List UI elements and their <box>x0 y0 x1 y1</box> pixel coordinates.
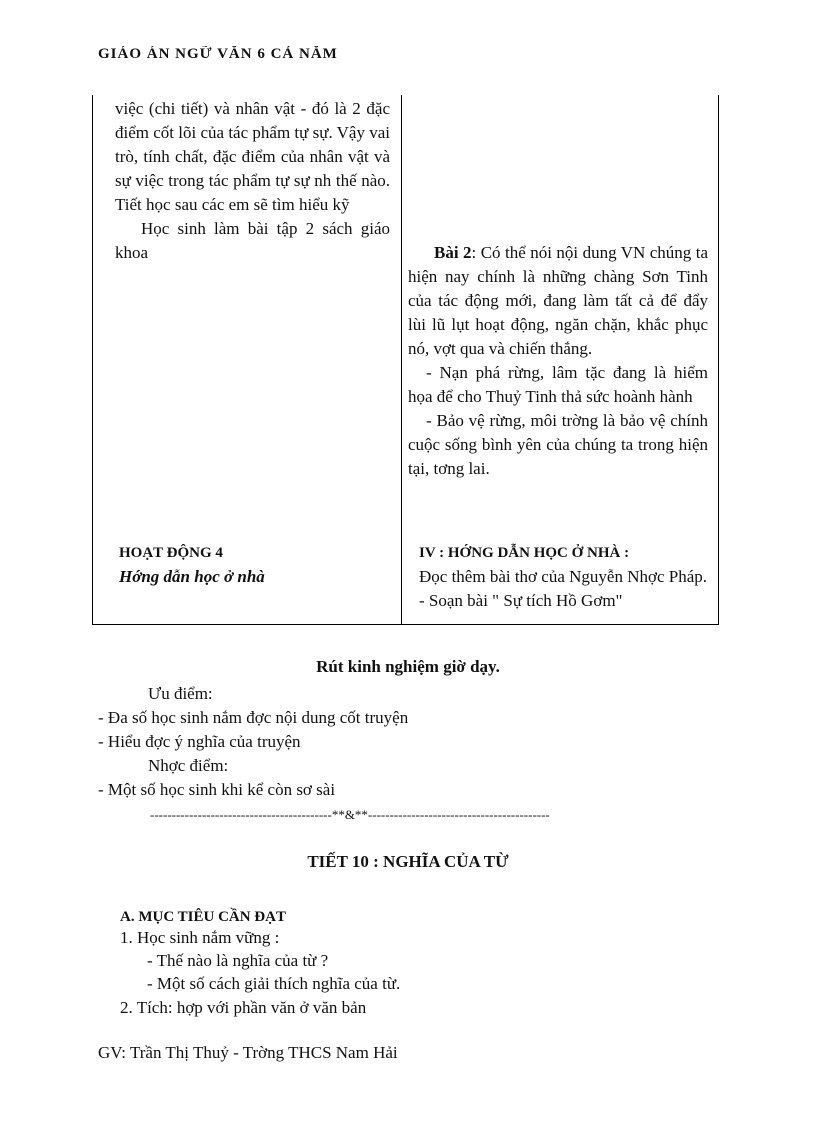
activity-4-block <box>119 541 265 589</box>
review-title: Rút kinh nghiệm giờ dạy. <box>316 657 500 676</box>
activity-4-subtitle: Hớng dẫn học ở nhà <box>119 567 265 586</box>
table-column-divider <box>401 95 402 624</box>
page-header: GIÁO ÁN NGỮ VĂN 6 CẢ NĂM <box>98 46 338 62</box>
pros-label: Ưu điểm: <box>148 684 213 703</box>
objective-1: 1. Học sinh nắm vững : <box>120 928 280 947</box>
objective-2: 2. Tích: hợp với phần văn ở văn bản <box>120 998 367 1017</box>
page-footer: GV: Trần Thị Thuỷ - Trờng THCS Nam Hải <box>98 1043 398 1062</box>
exercise-2-text: : Có thể nói nội dung VN chúng ta hiện nay chính là những chàng Sơn Tinh của tác động mới, đang làm tất cả để đẩy lùi lũ lụt hoạt động, ngăn chặn, khắc phục nó, vợt qua và chiến thắng. <box>408 243 709 358</box>
homework-item-2: - Soạn bài " Sự tích Hồ Gơm" <box>419 591 623 610</box>
table-right-column <box>408 241 708 481</box>
exercise-2-label: Bài 2 <box>434 243 472 262</box>
exercise-2-point-2: - Bảo vệ rừng, môi trờng là bảo vệ chính cuộc sống bình yên của chúng ta trong hiện tại, tơng lai. <box>408 411 708 478</box>
activity-4-title: HOẠT ĐỘNG 4 <box>119 545 223 561</box>
cons-label: Nhợc điểm: <box>148 756 229 775</box>
pros-item-2: - Hiểu đợc ý nghĩa của truyện <box>98 732 301 751</box>
homework-title: IV : HỚNG DẪN HỌC Ở NHÀ : <box>419 545 630 561</box>
objective-1-sub-1: - Thế nào là nghĩa của từ ? <box>147 951 329 970</box>
left-paragraph-1: việc (chi tiết) và nhân vật - đó là 2 đặc điểm cốt lõi của tác phẩm tự sự. Vậy vai trò, tính chất, đặc điểm của nhân vật và sự việc trong tác phẩm tự sự nh thế nào. Tiết học sau các em sẽ tìm hiểu kỹ <box>115 99 390 214</box>
homework-block <box>411 541 711 613</box>
objective-1-sub-2: - Một số cách giải thích nghĩa của từ. <box>147 974 401 993</box>
objectives-heading: A. MỤC TIÊU CẦN ĐẠT <box>120 909 286 925</box>
exercise-2-paragraph <box>408 241 708 361</box>
exercise-2-point-1: - Nạn phá rừng, lâm tặc đang là hiểm họa để cho Thuỷ Tinh thả sức hoành hành <box>408 363 708 406</box>
pros-item-1: - Đa số học sinh nắm đợc nội dung cốt truyện <box>98 708 409 727</box>
homework-item-1: Đọc thêm bài thơ của Nguyễn Nhợc Pháp. <box>419 567 708 586</box>
cons-item-1: - Một số học sinh khi kể còn sơ sài <box>98 780 336 799</box>
lesson-title: TIẾT 10 : NGHĨA CỦA TỪ <box>307 852 509 871</box>
table-left-column <box>115 97 390 265</box>
section-separator: ------------------------------------------**&**------------------------------------------ <box>150 807 550 822</box>
left-paragraph-2: Học sinh làm bài tập 2 sách giáo khoa <box>115 219 390 262</box>
lesson-table <box>92 95 719 625</box>
